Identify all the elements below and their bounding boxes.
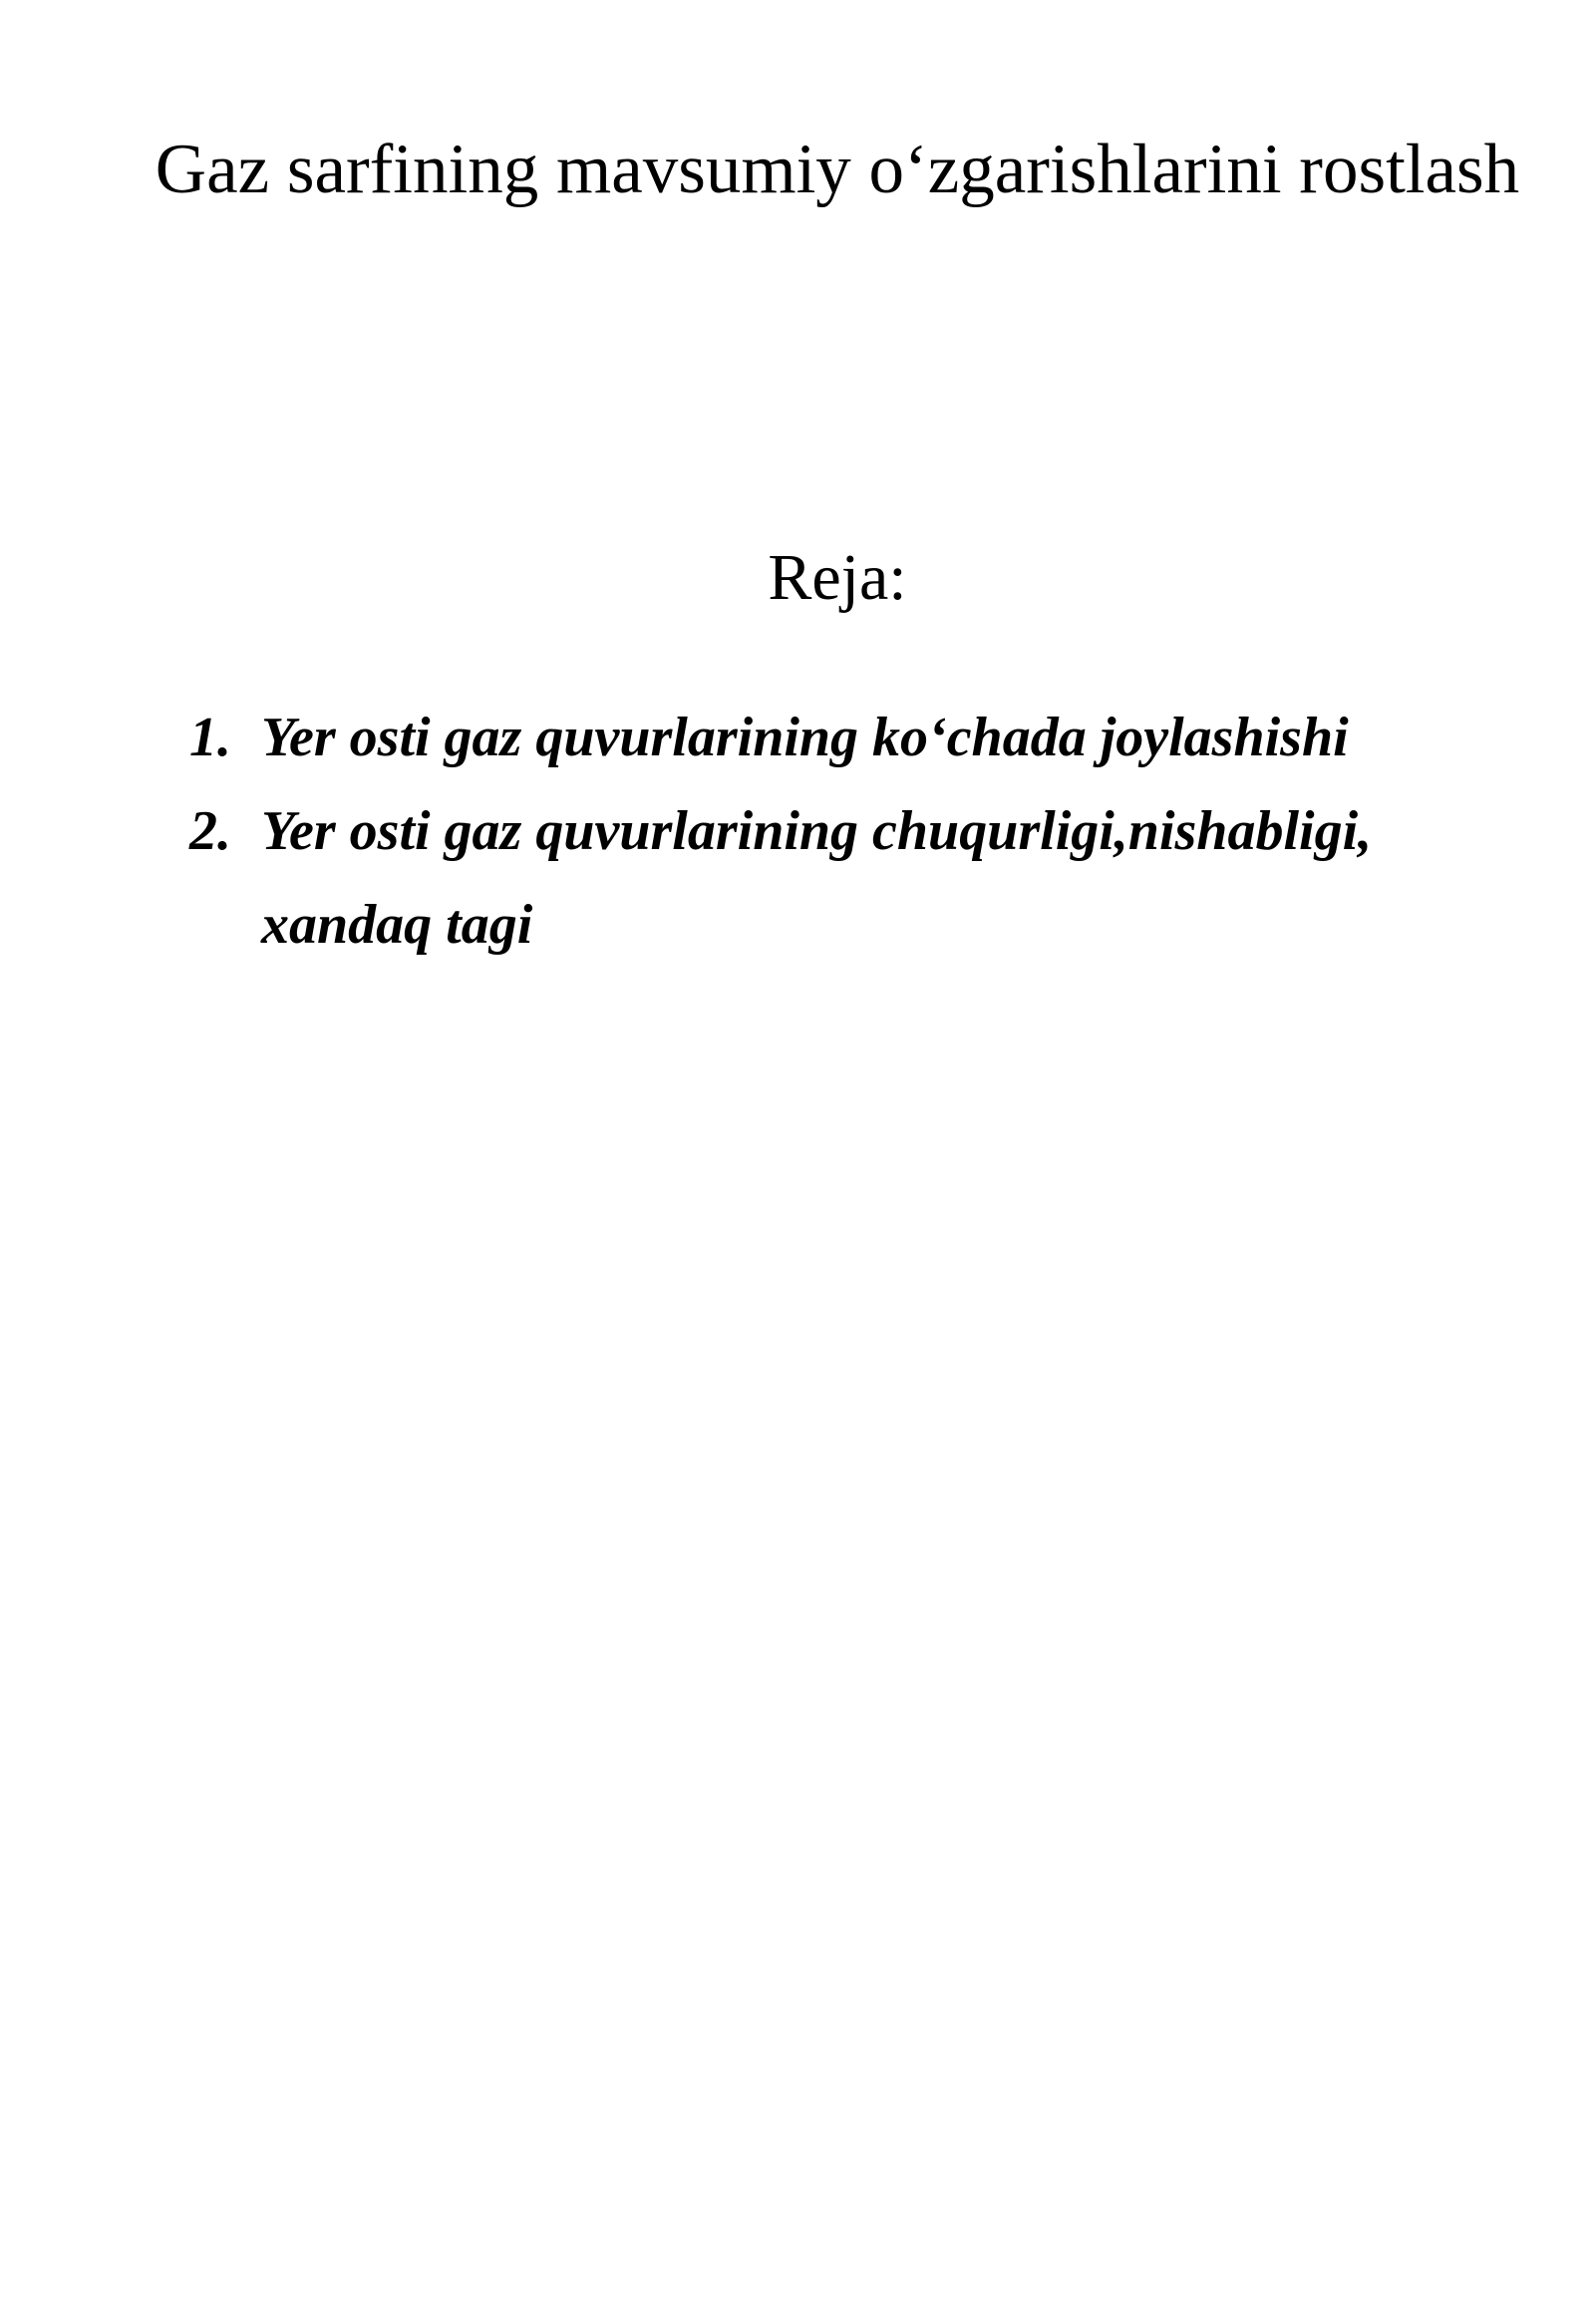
- plan-item-2: [189, 784, 1545, 972]
- plan-item-text: Yer osti gaz quvurlarining ko‘chada joylashishi: [261, 707, 1349, 768]
- document-title: Gaz sarfining mavsumiy o‘zgarishlarini rostlash: [155, 131, 1520, 208]
- plan-item-1: [189, 691, 1545, 784]
- plan-item-number: 2.: [189, 800, 231, 862]
- plan-heading: Reja:: [768, 541, 907, 614]
- plan-list: [189, 691, 1545, 972]
- plan-item-number: 1.: [189, 707, 231, 768]
- plan-item-text: Yer osti gaz quvurlarining chuqurligi,nishabligi, xandaq tagi: [261, 800, 1373, 956]
